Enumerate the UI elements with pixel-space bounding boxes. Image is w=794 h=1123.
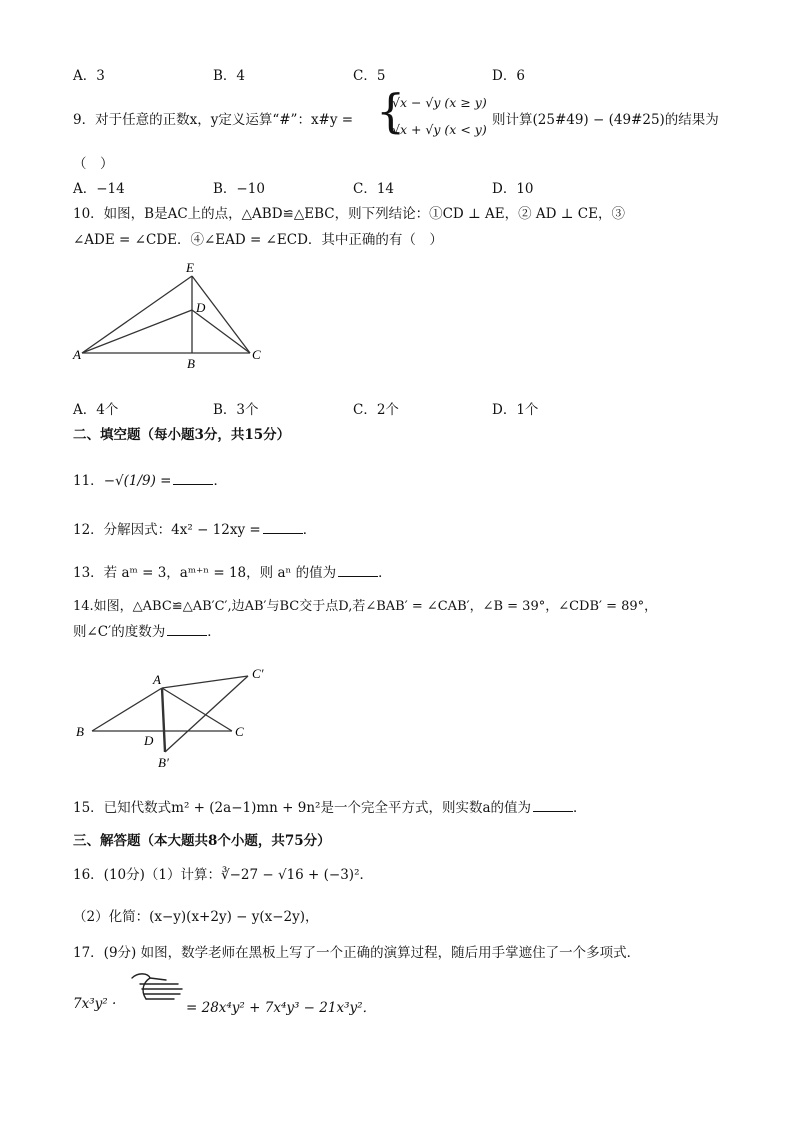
q9-stem-prefix: 9．对于任意的正数x，y定义运算“#”：x#y =	[73, 112, 354, 128]
q14-segment-ac	[162, 688, 232, 731]
question-15	[73, 796, 587, 816]
q14-segment-ac-prime	[162, 676, 248, 688]
q17-left-expression: 7x³y² ·	[73, 996, 117, 1012]
q10-segment-ad	[82, 310, 192, 353]
q9-option-a: A．−14	[73, 181, 125, 197]
q14-label-b-prime: B′	[158, 755, 169, 770]
q17-right-expression: = 28x⁴y² + 7x⁴y³ − 21x³y²．	[186, 1000, 377, 1016]
q14-label-c: C	[235, 724, 244, 739]
q10-label-e: E	[186, 260, 194, 275]
section-2-heading: 二、填空题（每小题3分，共15分）	[73, 427, 291, 443]
q12-answer-blank	[263, 532, 303, 534]
q10-segment-ae	[82, 276, 192, 353]
q10-option-d: D．1个	[492, 402, 539, 418]
q10-label-d: D	[196, 300, 206, 315]
q14-segment-b-prime-c-prime	[165, 676, 248, 752]
q10-label-c: C	[252, 347, 261, 362]
q9-answer-paren: （ ）	[73, 156, 114, 172]
q15-suffix: ．	[573, 800, 587, 816]
q10-option-a: A．4个	[73, 402, 119, 418]
q13-suffix: ．	[378, 565, 392, 581]
q14-segment-ba	[92, 688, 162, 731]
question-11	[73, 469, 227, 489]
q10-label-a: A	[73, 347, 81, 362]
question-12	[73, 518, 316, 538]
q14-label-c-prime: C′	[252, 666, 264, 681]
q14-line-1: 14.如图，△ABC≌△AB′C′,边AB′与BC交于点D,若∠BAB′ = ∠CAB′，∠B = 39°，∠CDB′ = 89°，	[73, 599, 658, 614]
q16-line-2: （2）化简：(x−y)(x+2y) − y(x−2y)，	[73, 909, 319, 925]
q14-label-a: A	[153, 672, 161, 687]
q10-segment-dc	[192, 310, 250, 353]
q17-line-1: 17．(9分) 如图，数学老师在黑板上写了一个正确的演算过程，随后用手掌遮住了一个多项式．	[73, 945, 641, 961]
hand-icon	[126, 970, 188, 1004]
q13-text: 13．若 aᵐ = 3，aᵐ⁺ⁿ = 18，则 aⁿ 的值为	[73, 565, 337, 581]
q10-option-c: C．2个	[353, 402, 399, 418]
q9-option-d: D．10	[492, 181, 534, 197]
q14-label-d: D	[144, 733, 154, 748]
q14-figure	[72, 664, 282, 772]
q10-line-1: 10．如图，B是AC上的点，△ABD≌△EBC，则下列结论：①CD ⊥ AE，② AD ⊥ CE，③	[73, 206, 625, 222]
q9-option-c: C．14	[353, 181, 395, 197]
q15-answer-blank	[533, 810, 573, 812]
q13-answer-blank	[338, 575, 378, 577]
q14-answer-blank	[167, 634, 207, 636]
q8-option-a: A．3	[73, 68, 105, 84]
q10-figure	[70, 258, 280, 373]
q9-case-1: √x − √y (x ≥ y)	[392, 95, 487, 110]
q15-text: 15．已知代数式m² + (2a−1)mn + 9n²是一个完全平方式，则实数a的值为	[73, 800, 531, 816]
q9-stem-suffix: 则计算(25#49) − (49#25)的结果为	[492, 112, 719, 128]
q16-line-1: 16．(10分)（1）计算：∛−27 − √16 + (−3)²．	[73, 867, 373, 883]
section-3-heading: 三、解答题（本大题共8个小题，共75分）	[73, 833, 331, 849]
q10-line-2: ∠ADE = ∠CDE．④∠EAD = ∠ECD．其中正确的有（ ）	[73, 232, 443, 248]
q12-text: 12．分解因式：4x² − 12xy =	[73, 522, 261, 538]
q10-option-b: B．3个	[213, 402, 259, 418]
q8-option-d: D．6	[492, 68, 525, 84]
q11-prefix: 11．	[73, 473, 104, 489]
q9-case-2: √x + √y (x < y)	[392, 122, 487, 137]
q12-suffix: ．	[302, 522, 317, 538]
q11-expression: −√(1/9) =	[103, 473, 172, 489]
q8-option-b: B．4	[213, 68, 246, 84]
question-13	[73, 561, 392, 581]
q14-line-2: 则∠C′的度数为	[73, 624, 166, 640]
q9-option-b: B．−10	[213, 181, 265, 197]
q10-label-b: B	[187, 356, 195, 371]
q11-suffix: ．	[213, 473, 227, 489]
q11-answer-blank	[173, 483, 213, 485]
q9-brace: {	[376, 84, 406, 138]
q14-suffix: ．	[207, 624, 221, 640]
q14-segment-ab-prime	[162, 688, 165, 752]
q8-option-c: C．5	[353, 68, 386, 84]
q14-label-b: B	[76, 724, 84, 739]
